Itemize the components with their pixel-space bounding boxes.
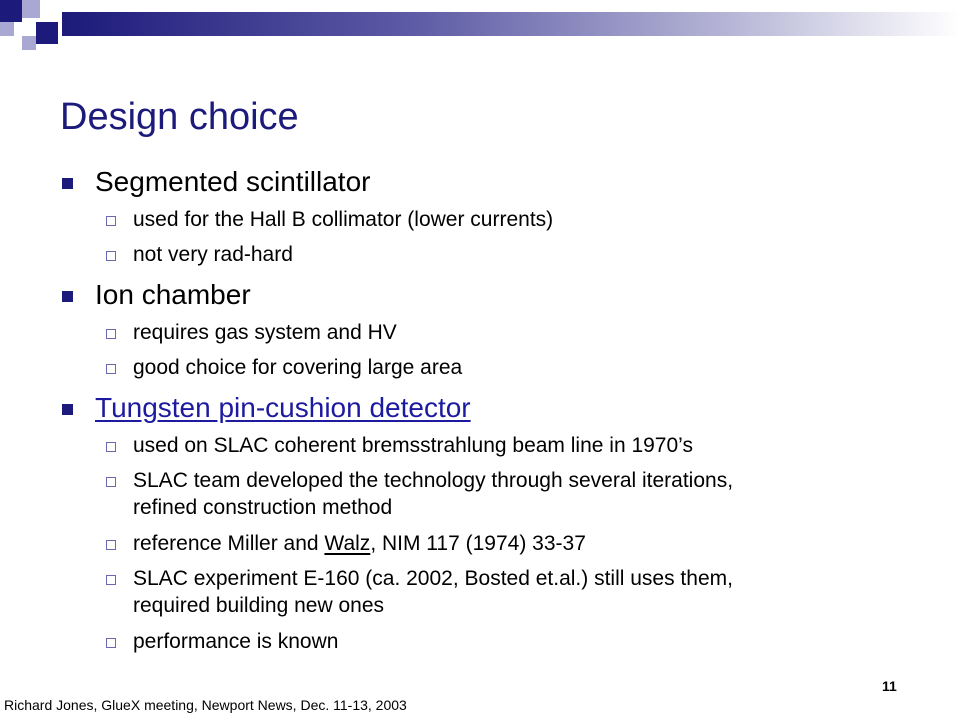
- slide-title: Design choice: [60, 96, 299, 138]
- bullet-square-icon: [62, 404, 73, 415]
- sub-bullet-item: SLAC experiment E-160 (ca. 2002, Bosted et.al.) still uses them,: [133, 567, 733, 590]
- sub-bullet-box-icon: [106, 575, 116, 585]
- slide-footer: Richard Jones, GlueX meeting, Newport News, Dec. 11-13, 2003: [4, 697, 407, 713]
- reference-author-walz: Walz: [324, 532, 371, 555]
- sub-bullet-box-icon: [106, 251, 116, 261]
- deco-square: [0, 0, 22, 22]
- reference-text: reference Miller and: [133, 532, 325, 555]
- sub-bullet-reference: [133, 531, 586, 557]
- sub-bullet-box-icon: [106, 442, 116, 452]
- reference-citation: , NIM 117 (1974) 33-37: [370, 532, 586, 555]
- deco-square: [0, 22, 14, 36]
- sub-bullet-item: requires gas system and HV: [133, 321, 397, 344]
- sub-bullet-item: used on SLAC coherent bremsstrahlung beam line in 1970’s: [133, 434, 693, 457]
- sub-bullet-box-icon: [106, 477, 116, 487]
- page-number: 11: [882, 678, 897, 694]
- sub-bullet-item: SLAC team developed the technology through several iterations,: [133, 469, 734, 492]
- sub-bullet-box-icon: [106, 216, 116, 226]
- decorative-squares: [0, 0, 70, 60]
- bullet-square-icon: [62, 291, 73, 302]
- bullet-ion-chamber: Ion chamber: [95, 279, 251, 310]
- sub-bullet-item-continuation: required building new ones: [133, 594, 385, 617]
- tungsten-detector-link[interactable]: Tungsten pin-cushion detector: [95, 392, 471, 423]
- sub-bullet-box-icon: [106, 638, 116, 648]
- sub-bullet-box-icon: [106, 364, 116, 374]
- deco-square: [22, 0, 40, 18]
- sub-bullet-item: performance is known: [133, 630, 339, 653]
- sub-bullet-box-icon: [106, 329, 116, 339]
- deco-square: [40, 0, 62, 22]
- deco-square: [36, 22, 58, 44]
- bullet-square-icon: [62, 178, 73, 189]
- header-gradient-bar: [62, 12, 960, 36]
- sub-bullet-item: good choice for covering large area: [133, 356, 463, 379]
- deco-square: [22, 36, 36, 50]
- deco-square: [0, 36, 14, 50]
- sub-bullet-item: used for the Hall B collimator (lower currents): [133, 208, 554, 231]
- sub-bullet-item-continuation: refined construction method: [133, 496, 393, 519]
- sub-bullet-item: not very rad-hard: [133, 243, 293, 266]
- sub-bullet-box-icon: [106, 540, 116, 550]
- bullet-segmented-scintillator: Segmented scintillator: [95, 166, 371, 197]
